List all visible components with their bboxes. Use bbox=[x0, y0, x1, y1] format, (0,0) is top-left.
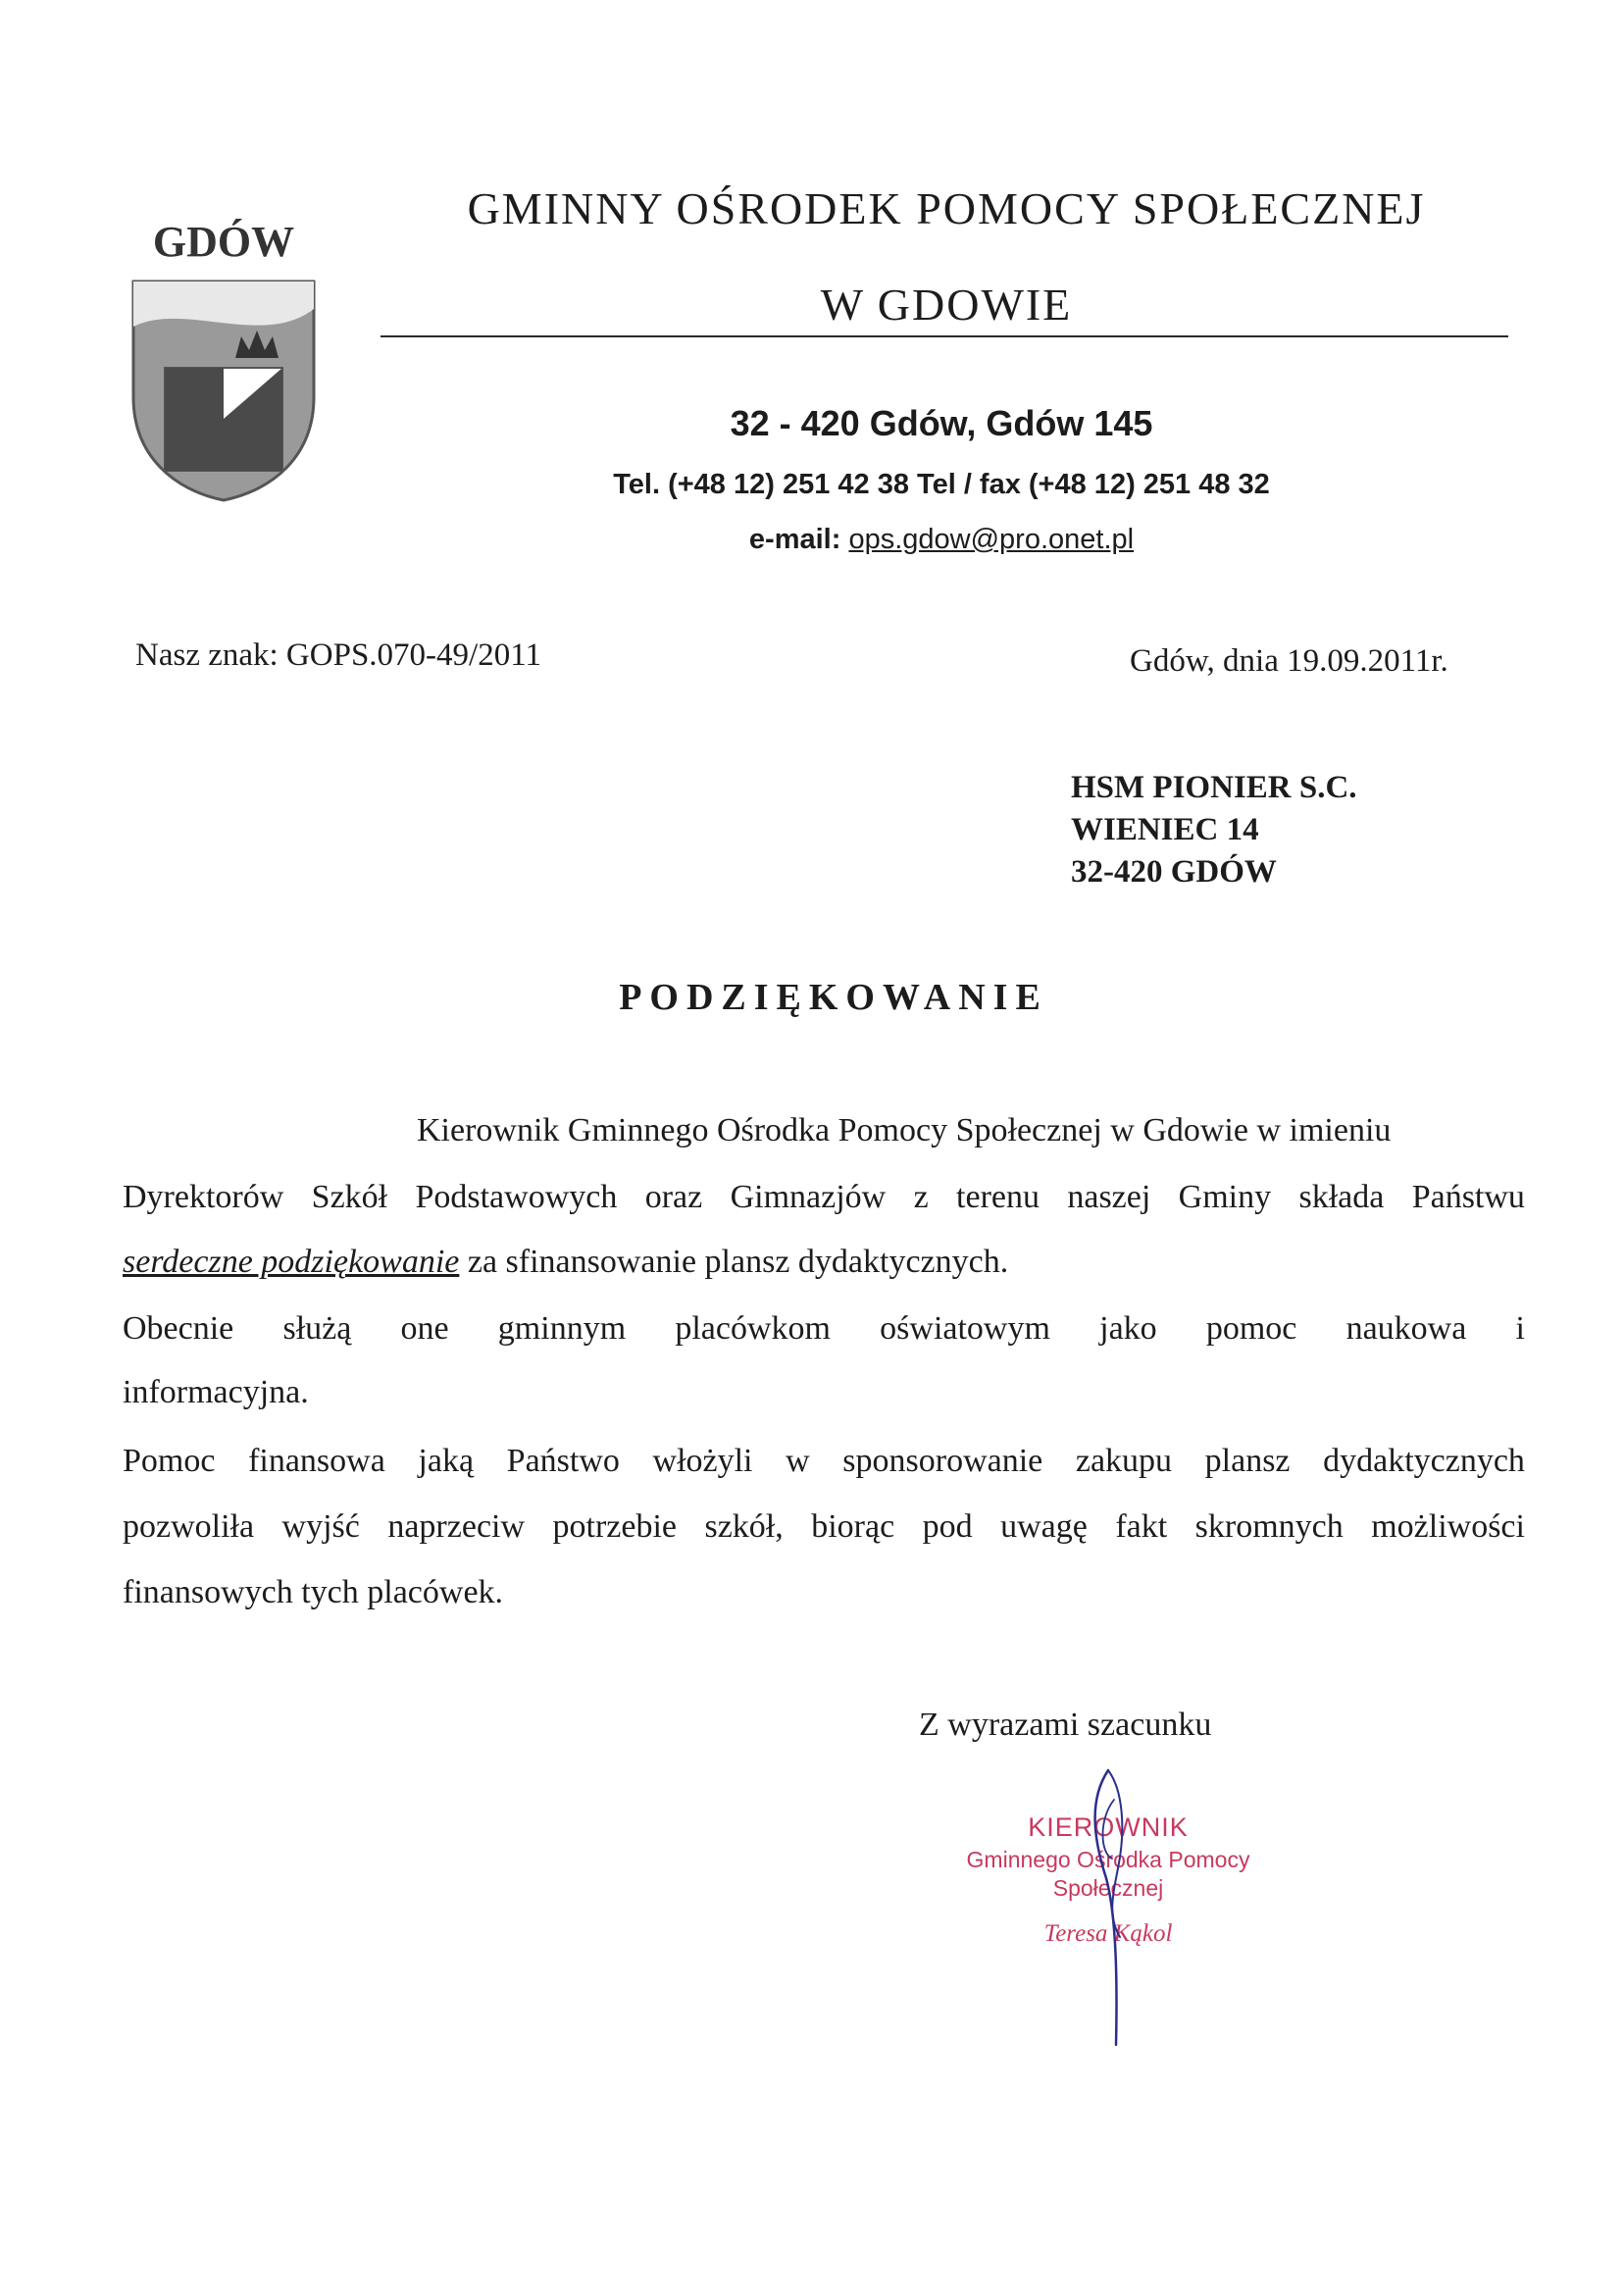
body-line-1: Kierownik Gminnego Ośrodka Pomocy Społecznej w Gdowie w imieniu bbox=[417, 1112, 1392, 1148]
body-word: finansowa bbox=[248, 1443, 385, 1479]
body-word: naprzeciw bbox=[387, 1508, 526, 1545]
body-word: placówkom bbox=[675, 1310, 831, 1347]
body-word: oświatowym bbox=[880, 1310, 1050, 1347]
document-title: PODZIĘKOWANIE bbox=[619, 977, 1048, 1018]
body-word: gminnym bbox=[497, 1310, 627, 1347]
letterhead-subtitle: W GDOWIE bbox=[820, 280, 1073, 330]
handwritten-signature bbox=[1079, 1760, 1157, 2055]
body-word: Szkół bbox=[311, 1179, 388, 1215]
body-line-3 bbox=[123, 1246, 1008, 1279]
letterhead-email-line bbox=[549, 526, 1334, 554]
reference-number: Nasz znak: GOPS.070-49/2011 bbox=[135, 637, 541, 673]
body-word: i bbox=[1515, 1310, 1525, 1347]
body-line-3-rest: za sfinansowanie plansz dydaktycznych. bbox=[459, 1244, 1009, 1280]
recipient-city: 32-420 GDÓW bbox=[1071, 854, 1277, 890]
body-word: Dyrektorów bbox=[123, 1179, 284, 1215]
recipient-name: HSM PIONIER S.C. bbox=[1071, 770, 1357, 805]
recipient-block bbox=[1071, 767, 1357, 893]
body-word: one bbox=[400, 1310, 449, 1347]
body-word: z bbox=[913, 1179, 929, 1215]
body-word: skromnych bbox=[1194, 1508, 1344, 1545]
body-word: fakt bbox=[1115, 1508, 1168, 1545]
body-line-2 bbox=[123, 1181, 1525, 1214]
body-line-5: informacyjna. bbox=[123, 1374, 309, 1410]
body-word: pomoc bbox=[1205, 1310, 1297, 1347]
body-word: Pomoc bbox=[123, 1443, 216, 1479]
body-word: w bbox=[786, 1443, 810, 1479]
body-word: składa bbox=[1298, 1179, 1385, 1215]
letterhead-divider bbox=[381, 335, 1508, 337]
body-word: Gminy bbox=[1178, 1179, 1272, 1215]
stamp-institution: Gminnego Ośrodka Pomocy bbox=[966, 1847, 1250, 1872]
body-word: Gimnazjów bbox=[730, 1179, 887, 1215]
closing-phrase: Z wyrazami szacunku bbox=[919, 1707, 1212, 1743]
body-emphasis: serdeczne podziękowanie bbox=[123, 1244, 460, 1280]
body-word: możliwości bbox=[1371, 1508, 1525, 1545]
body-word: uwagę bbox=[1000, 1508, 1088, 1545]
body-word: Państwu bbox=[1411, 1179, 1525, 1215]
stamp-institution-cont: Społecznej bbox=[1052, 1875, 1164, 1901]
stamp-title: KIEROWNIK bbox=[1028, 1812, 1189, 1842]
body-word: Państwo bbox=[506, 1443, 620, 1479]
stamp-signatory-name: Teresa Kąkol bbox=[1043, 1920, 1173, 1947]
body-word: oraz bbox=[644, 1179, 703, 1215]
gdow-coat-of-arms-logo bbox=[126, 211, 322, 505]
body-word: potrzebie bbox=[552, 1508, 677, 1545]
body-word: jako bbox=[1099, 1310, 1157, 1347]
body-word: wyjść bbox=[281, 1508, 360, 1545]
body-word: zakupu bbox=[1075, 1443, 1173, 1479]
body-line-8: finansowych tych placówek. bbox=[123, 1574, 504, 1610]
email-label: e-mail: bbox=[748, 524, 841, 555]
body-word: jaką bbox=[418, 1443, 475, 1479]
letterhead-address: 32 - 420 Gdów, Gdów 145 bbox=[730, 403, 1153, 443]
body-word: naukowa bbox=[1345, 1310, 1467, 1347]
letterhead-phone: Tel. (+48 12) 251 42 38 Tel / fax (+48 12) 251 48 32 bbox=[613, 469, 1270, 500]
body-word: dydaktycznych bbox=[1323, 1443, 1525, 1479]
body-word: naszej bbox=[1067, 1179, 1151, 1215]
body-word: plansz bbox=[1204, 1443, 1291, 1479]
body-line-7 bbox=[123, 1510, 1525, 1544]
body-word: szkół, bbox=[704, 1508, 784, 1545]
body-line-4 bbox=[123, 1312, 1525, 1346]
body-word: Obecnie bbox=[123, 1310, 234, 1347]
body-word: Podstawowych bbox=[415, 1179, 618, 1215]
body-word: pozwoliła bbox=[123, 1508, 255, 1545]
body-line-6 bbox=[123, 1445, 1525, 1478]
letterhead-title: GMINNY OŚRODEK POMOCY SPOŁECZNEJ bbox=[467, 183, 1426, 233]
body-word: terenu bbox=[956, 1179, 1040, 1215]
logo-text: GDÓW bbox=[152, 218, 295, 266]
letter-date: Gdów, dnia 19.09.2011r. bbox=[1130, 643, 1448, 679]
recipient-street: WIENIEC 14 bbox=[1071, 812, 1259, 847]
body-word: sponsorowanie bbox=[842, 1443, 1043, 1479]
body-word: włożyli bbox=[652, 1443, 753, 1479]
body-word: biorąc bbox=[811, 1508, 895, 1545]
body-word: pod bbox=[922, 1508, 973, 1545]
email-link[interactable]: ops.gdow@pro.onet.pl bbox=[848, 524, 1135, 555]
body-word: służą bbox=[282, 1310, 352, 1347]
